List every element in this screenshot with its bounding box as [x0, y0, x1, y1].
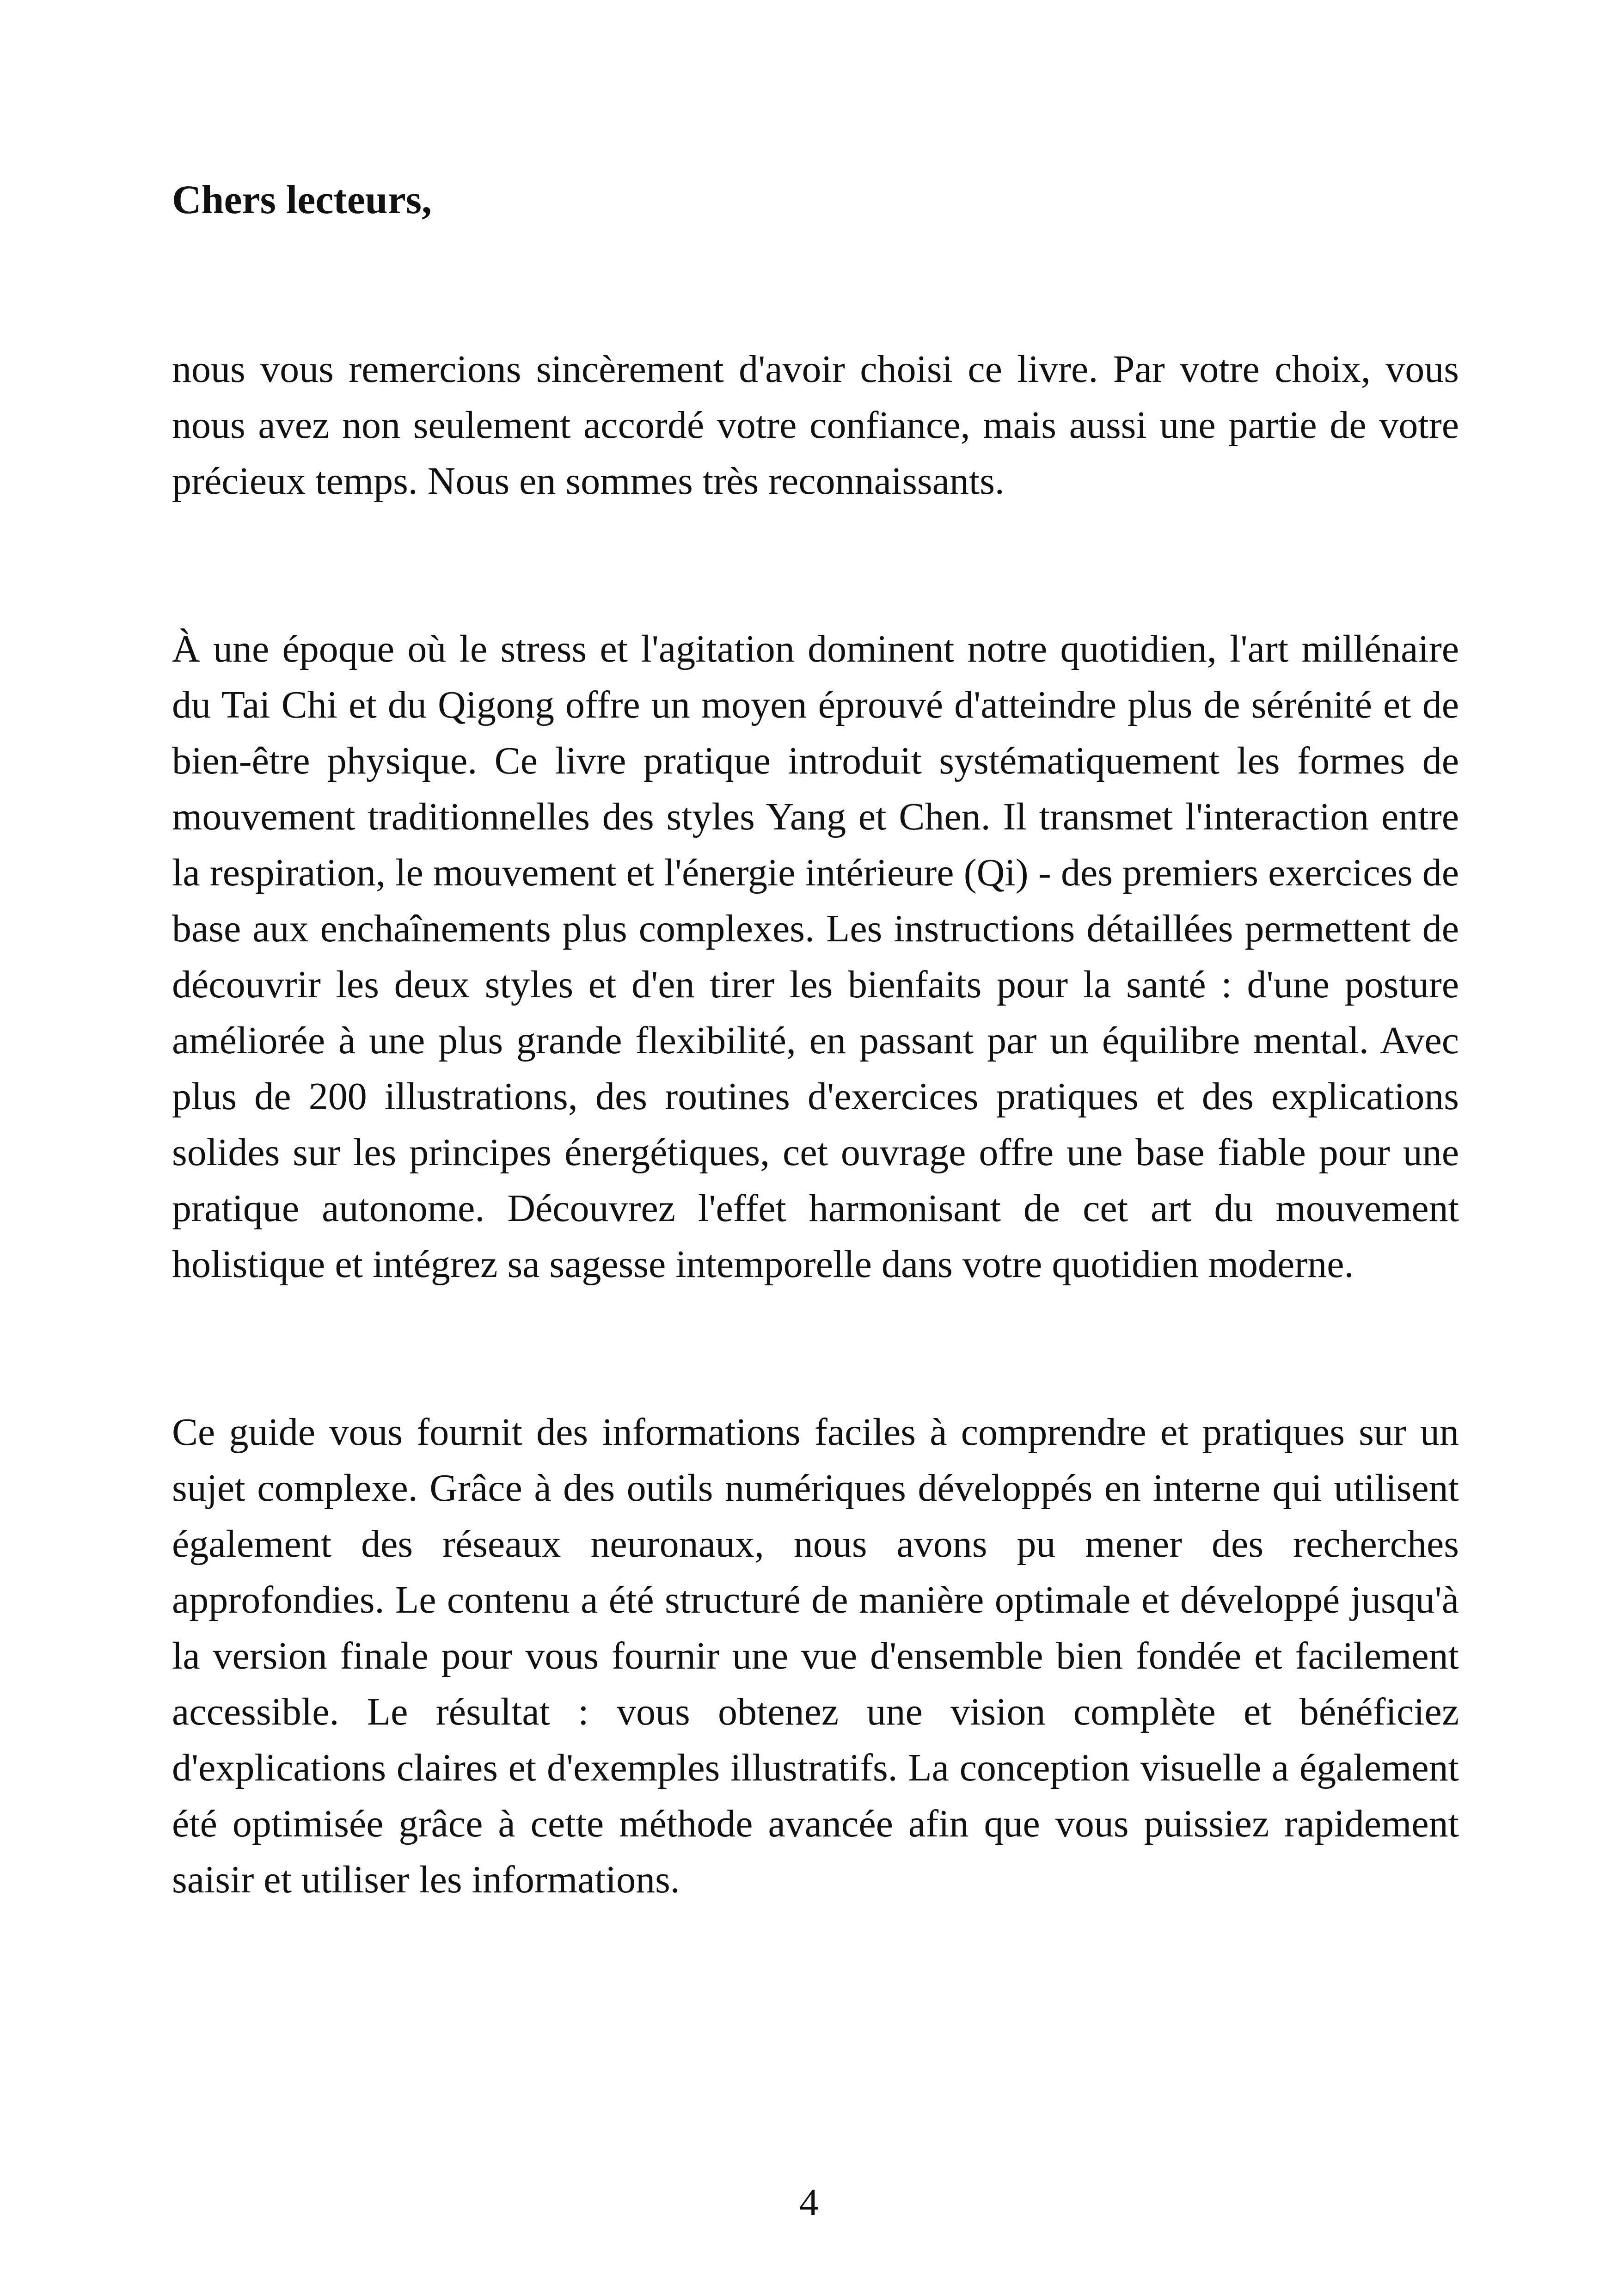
paragraph-tai-chi-description: À une époque où le stress et l'agitation dominent notre quotidien, l'art millénaire du Tai Chi et du Qigong offre un moyen éprouvé d'atteindre plus de sérénité et de bien-être physique. Ce livre pratique introduit systématiquement les formes de mouvement traditionnelles des styles Yang et Chen. Il transmet l'interaction entre la respiration, le mouvement et l'énergie intérieure (Qi) - des premiers exercices de base aux enchaînements plus complexes. Les instructions détaillées permettent de découvrir les deux styles et d'en tirer les bienfaits pour la santé : d'une posture améliorée à une plus grande flexibilité, en passant par un équilibre mental. Avec plus de 200 illustrations, des routines d'exercices pratiques et des explications solides sur les principes énergétiques, cet ouvrage offre une base fiable pour une pratique autonome. Découvrez l'effet harmonisant de cet art du mouvement holistique et intégrez sa sagesse intemporelle dans votre quotidien moderne. — [172, 627, 1459, 1286]
paragraph-guide-method: Ce guide vous fournit des informations faciles à comprendre et pratiques sur un sujet complexe. Grâce à des outils numériques développés en interne qui utilisent également des réseaux neuronaux, nous avons pu mener des recherches approfondies. Le contenu a été structuré de manière optimale et développé jusqu'à la version finale pour vous fournir une vue d'ensemble bien fondée et facilement accessible. Le résultat : vous obtenez une vision complète et bénéficiez d'explications claires et d'exemples illustratifs. La conception visuelle a également été optimisée grâce à cette méthode avancée afin que vous puissiez rapidement saisir et utiliser les informations. — [172, 1411, 1459, 1901]
page-number: 4 — [799, 2181, 819, 2224]
paragraph-thanks: nous vous remercions sincèrement d'avoir choisi ce livre. Par votre choix, vous nous avez non seulement accordé votre confiance, mais aussi une partie de votre précieux temps. Nous en sommes très reconnaissants. — [172, 348, 1459, 503]
salutation-heading: Chers lecteurs, — [172, 178, 432, 222]
letter-body — [172, 341, 1459, 2020]
